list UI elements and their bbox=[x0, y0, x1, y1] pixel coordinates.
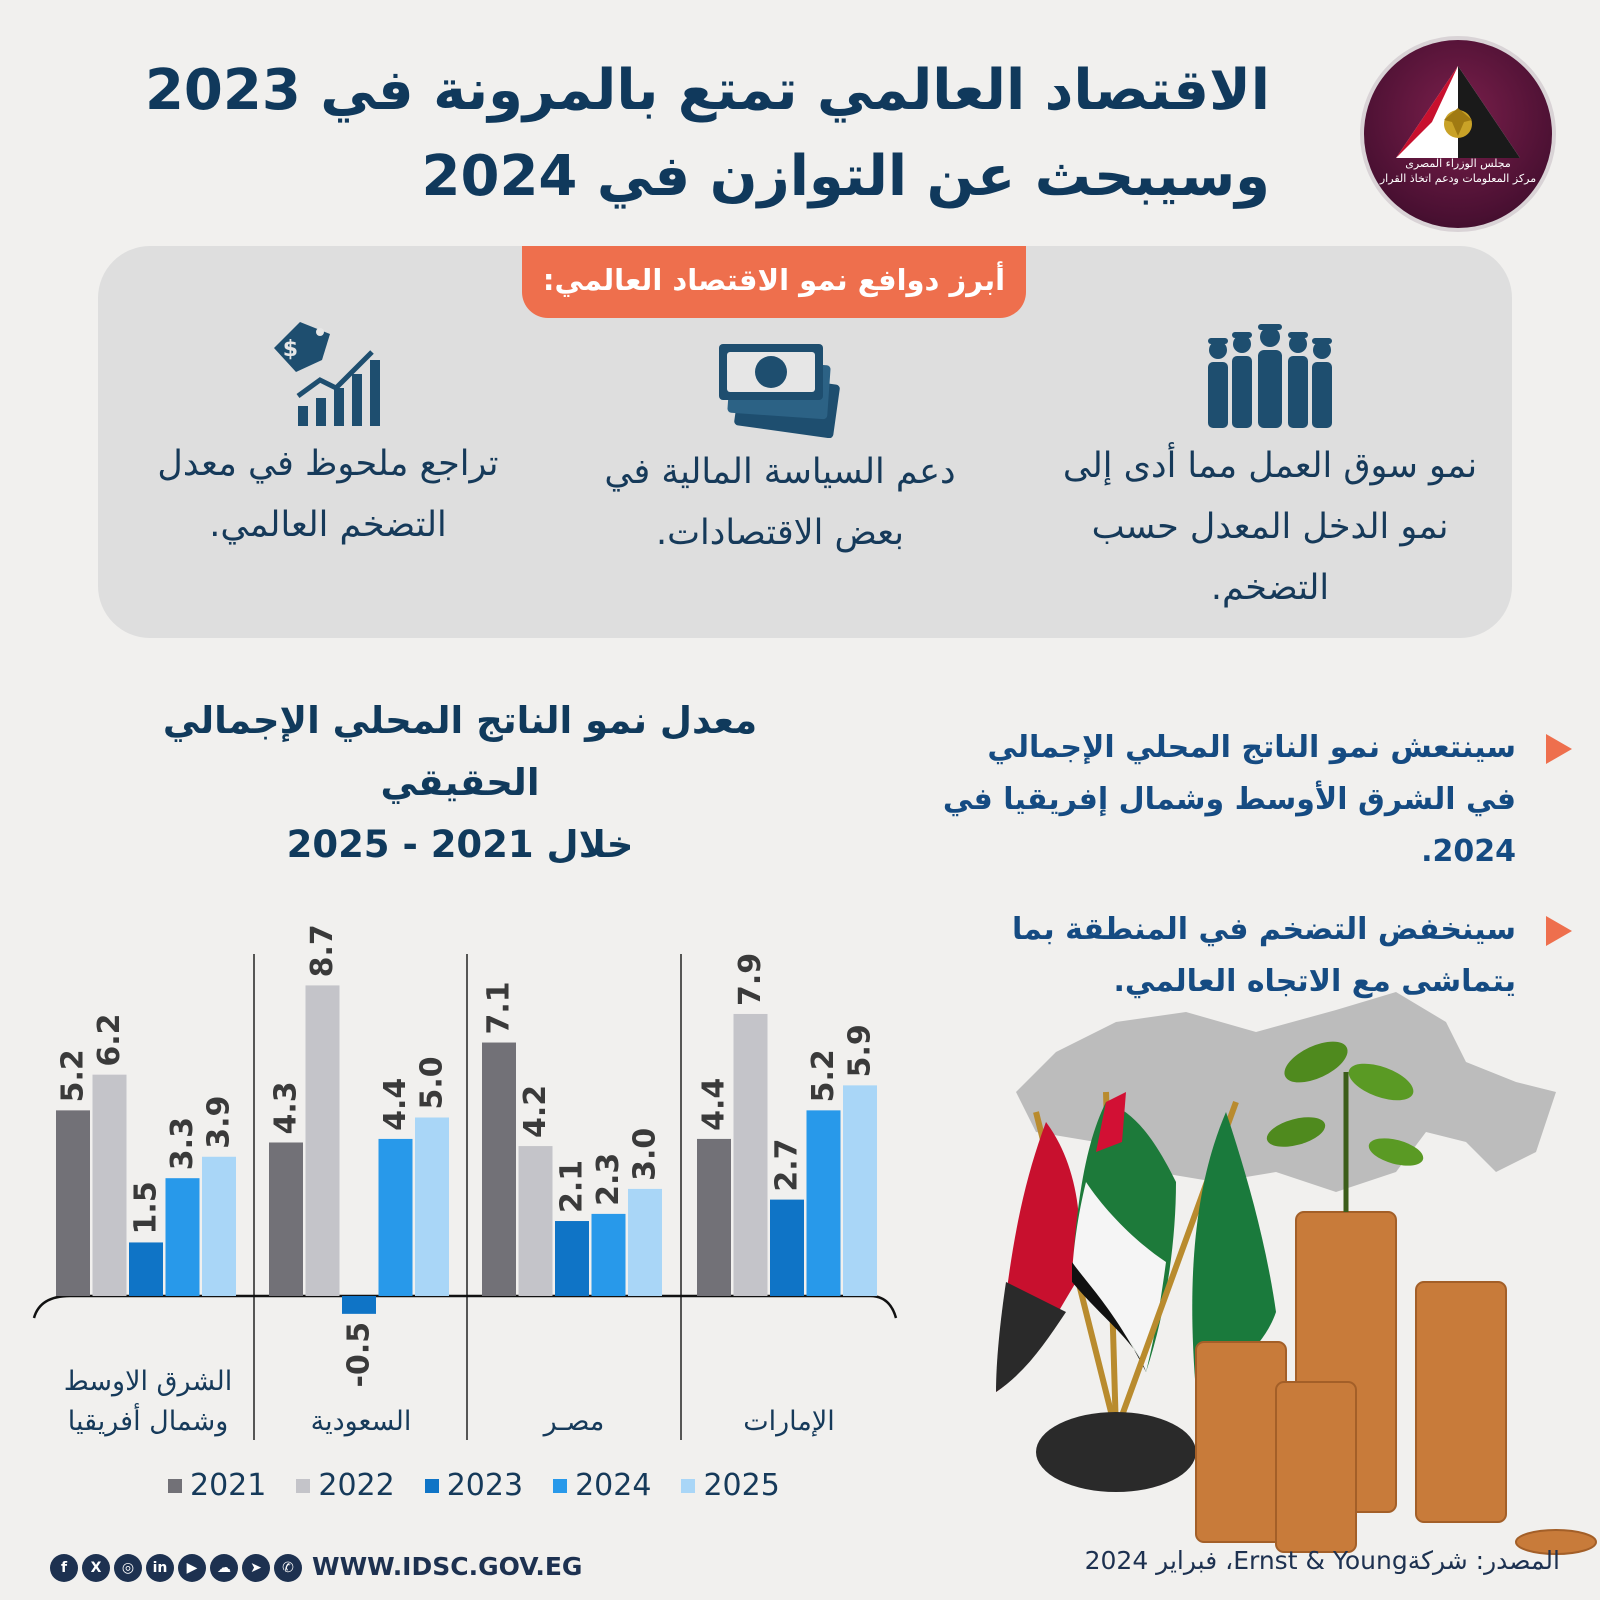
chart-title-line-1: معدل نمو الناتج المحلي الإجمالي الحقيقي bbox=[162, 699, 758, 804]
data-label-2023-3: 2.7 bbox=[769, 1138, 805, 1192]
chart-baseline bbox=[34, 1296, 896, 1318]
bar-2021-2 bbox=[482, 1043, 516, 1296]
legend-swatch bbox=[168, 1479, 182, 1493]
legend-swatch bbox=[681, 1479, 695, 1493]
category-label-0-1: وشمال أفريقيا bbox=[67, 1406, 229, 1437]
flag-stand-icon bbox=[1036, 1412, 1196, 1492]
data-label-2023-2: 2.1 bbox=[554, 1159, 590, 1214]
data-label-2022-3: 7.9 bbox=[733, 952, 768, 1006]
data-label-2025-1: 5.0 bbox=[414, 1056, 450, 1110]
legend-item-2023 bbox=[425, 1468, 523, 1503]
telegram-icon[interactable]: ➤ bbox=[242, 1554, 270, 1582]
logo-line-1: مجلس الوزراء المصرى bbox=[1405, 157, 1511, 170]
driver-labor-market bbox=[1060, 322, 1480, 619]
legend-label-2021: 2021 bbox=[190, 1468, 267, 1503]
bar-2023-0 bbox=[129, 1242, 163, 1296]
source-note: المصدر: شركةErnst & Young، فبراير 2024 bbox=[1084, 1546, 1560, 1575]
instagram-icon[interactable]: ◎ bbox=[114, 1554, 142, 1582]
bullet-arrow-icon bbox=[1546, 734, 1572, 764]
driver-labor-text: نمو سوق العمل مما أدى إلى نمو الدخل المعدل حسب التضخم. bbox=[1062, 446, 1478, 608]
bullet-text-2: سينخفض التضخم في المنطقة بما يتماشى مع الاتجاه العالمي. bbox=[1012, 912, 1516, 999]
bar-2024-3 bbox=[807, 1110, 841, 1296]
drivers-heading: أبرز دوافع نمو الاقتصاد العالمي: bbox=[522, 246, 1026, 318]
data-label-2021-3: 4.4 bbox=[696, 1077, 732, 1131]
legend-swatch bbox=[553, 1479, 567, 1493]
driver-fiscal-text: دعم السياسة المالية في بعض الاقتصادات. bbox=[604, 452, 956, 553]
data-label-2024-2: 2.3 bbox=[591, 1152, 626, 1206]
bar-2024-1 bbox=[379, 1139, 413, 1296]
bar-2023-2 bbox=[555, 1221, 589, 1296]
bar-2022-1 bbox=[306, 985, 340, 1296]
linkedin-icon[interactable]: in bbox=[146, 1554, 174, 1582]
legend-label-2023: 2023 bbox=[446, 1468, 524, 1503]
bar-2021-0 bbox=[56, 1110, 90, 1296]
data-label-2025-3: 5.9 bbox=[842, 1024, 878, 1078]
bar-2023-3 bbox=[770, 1200, 804, 1296]
data-label-2024-3: 5.2 bbox=[806, 1049, 841, 1103]
idsc-logo bbox=[1360, 36, 1556, 232]
data-label-2021-0: 5.2 bbox=[55, 1049, 91, 1103]
data-label-2022-0: 6.2 bbox=[92, 1013, 127, 1067]
whatsapp-icon[interactable]: ✆ bbox=[274, 1554, 302, 1582]
workers-icon bbox=[1200, 322, 1340, 432]
data-label-2022-1: 8.7 bbox=[305, 924, 340, 978]
facebook-icon[interactable]: f bbox=[50, 1554, 78, 1582]
legend-swatch bbox=[425, 1479, 439, 1493]
bar-2024-2 bbox=[592, 1214, 626, 1296]
bar-2021-3 bbox=[697, 1139, 731, 1296]
data-label-2024-0: 3.3 bbox=[165, 1117, 200, 1171]
website-link[interactable]: WWW.IDSC.GOV.EG bbox=[312, 1552, 583, 1581]
youtube-icon[interactable]: ▶ bbox=[178, 1554, 206, 1582]
bullet-mena-growth bbox=[940, 722, 1528, 878]
bar-2022-0 bbox=[93, 1075, 127, 1296]
legend-item-2025 bbox=[681, 1468, 779, 1503]
bar-2025-1 bbox=[415, 1118, 449, 1297]
bullet-arrow-icon bbox=[1546, 916, 1572, 946]
chart-legend bbox=[168, 1468, 780, 1503]
data-label-2022-2: 4.2 bbox=[518, 1084, 553, 1139]
legend-label-2024: 2024 bbox=[575, 1468, 652, 1503]
data-label-2024-1: 4.4 bbox=[378, 1077, 413, 1131]
legend-label-2025: 2025 bbox=[703, 1468, 780, 1503]
data-label-2021-2: 7.1 bbox=[481, 981, 517, 1035]
legend-item-2021 bbox=[168, 1468, 266, 1503]
bar-2023-1 bbox=[342, 1296, 376, 1314]
social-links bbox=[50, 1554, 302, 1582]
data-label-2025-2: 3.0 bbox=[627, 1127, 663, 1181]
data-label-2021-1: 4.3 bbox=[268, 1081, 304, 1135]
legend-swatch bbox=[296, 1479, 310, 1493]
bar-2021-1 bbox=[269, 1142, 303, 1296]
chart-title-line-2: خلال 2021 - 2025 bbox=[286, 823, 634, 866]
bar-2024-0 bbox=[166, 1178, 200, 1296]
bar-2022-3 bbox=[734, 1014, 768, 1296]
bar-2022-2 bbox=[519, 1146, 553, 1296]
driver-inflation-text: تراجع ملحوظ في معدل التضخم العالمي. bbox=[157, 444, 499, 545]
bar-2025-0 bbox=[202, 1157, 236, 1296]
logo-line-2: مركز المعلومات ودعم اتخاذ القرار bbox=[1379, 172, 1537, 185]
legend-item-2024 bbox=[553, 1468, 651, 1503]
soundcloud-icon[interactable]: ☁ bbox=[210, 1554, 238, 1582]
data-label-2023-0: 1.5 bbox=[128, 1181, 164, 1235]
bullet-text-1: سينتعش نمو الناتج المحلي الإجمالي في الشرق الأوسط وشمال إفريقيا في 2024. bbox=[942, 730, 1516, 869]
legend-label-2022: 2022 bbox=[318, 1468, 395, 1503]
category-label-3-0: الإمارات bbox=[743, 1406, 835, 1437]
data-label-2025-0: 3.9 bbox=[201, 1095, 237, 1149]
category-label-0-0: الشرق الاوسط bbox=[63, 1366, 233, 1397]
category-label-1-0: السعودية bbox=[310, 1406, 412, 1437]
data-label-2023-1: -0.5 bbox=[341, 1321, 377, 1388]
page-title: الاقتصاد العالمي تمتع بالمرونة في 2023 وسيبحث عن التوازن في 2024 bbox=[144, 58, 1270, 209]
flags-coins-illustration bbox=[996, 982, 1600, 1600]
legend-item-2022 bbox=[296, 1468, 394, 1503]
x-icon[interactable]: X bbox=[82, 1554, 110, 1582]
svg-text:$: $ bbox=[282, 337, 298, 362]
bar-2025-2 bbox=[628, 1189, 662, 1296]
egypt-triangle-emblem-icon bbox=[1392, 62, 1524, 162]
category-label-2-0: مصـر bbox=[543, 1406, 605, 1437]
bar-2025-3 bbox=[843, 1085, 877, 1296]
